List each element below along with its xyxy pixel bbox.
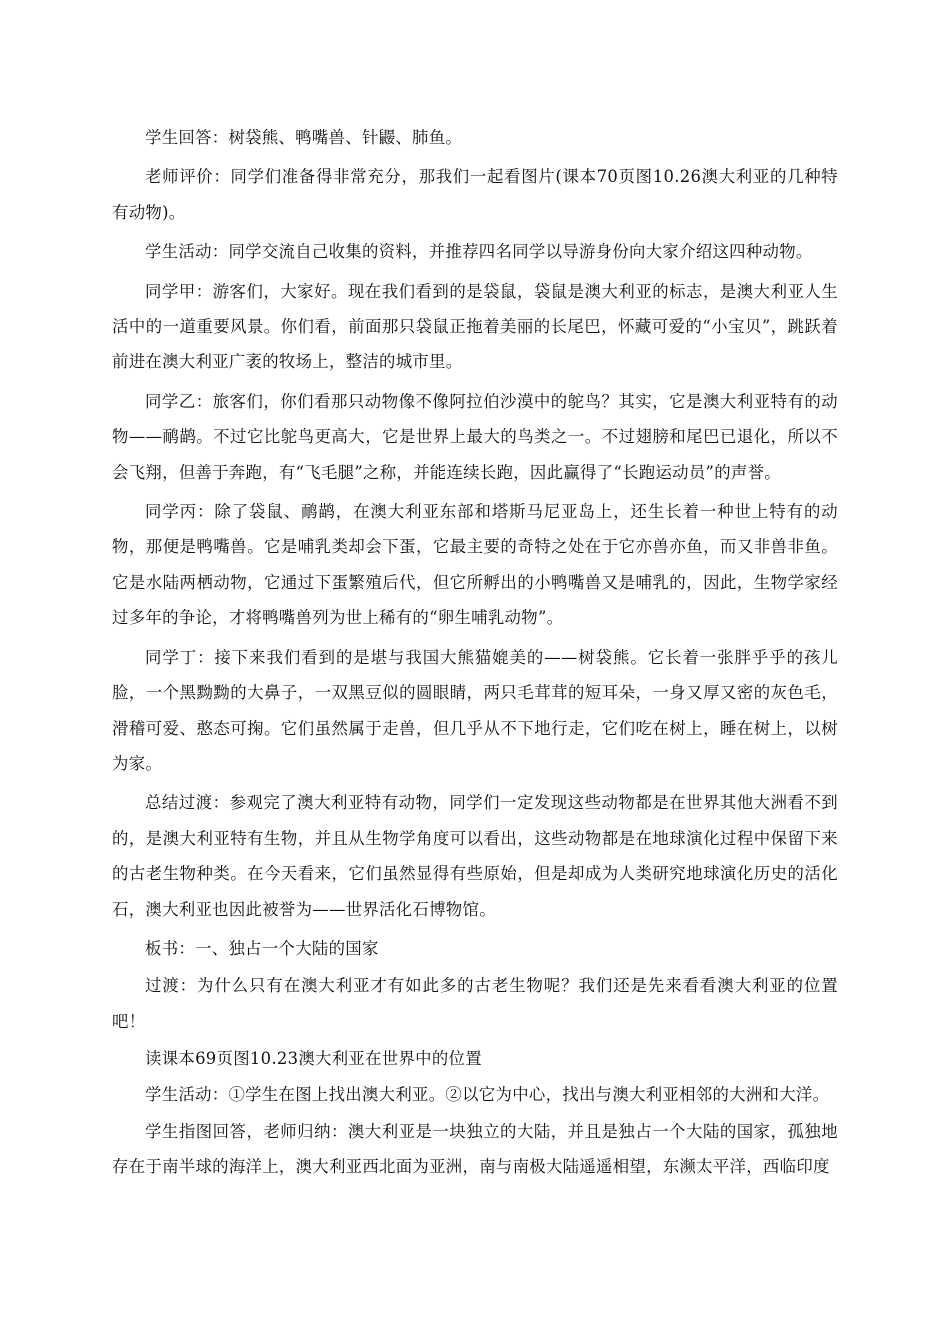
paragraph-summary-transition: 总结过渡：参观完了澳大利亚特有动物，同学们一定发现这些动物都是在世界其他大洲看不到的，是澳大利亚特有生物，并且从生物学角度可以看出，这些动物都是在地球演化过程中保留下来的古老生物种类。在今天看来，它们虽然显得有些原始，但是却成为人类研究地球演化历史的活化石，澳大利亚也因此被誉为——世界活化石博物馆。: [112, 793, 838, 919]
paragraph-student-c: 同学丙：除了袋鼠、鸸鹋，在澳大利亚东部和塔斯马尼亚岛上，还生长着一种世上特有的动物，那便是鸭嘴兽。它是哺乳类却会下蛋，它最主要的奇特之处在于它亦兽亦鱼，而又非兽非鱼。它是水陆两栖动物，它通过下蛋繁殖后代，但它所孵出的小鸭嘴兽又是哺乳的，因此，生物学家经过多年的争论，才将鸭嘴兽列为世上稀有的“卵生哺乳动物”。: [112, 502, 838, 628]
document-page: [112, 120, 838, 1189]
paragraph-student-activity: 学生活动：同学交流自己收集的资料，并推荐四名同学以导游身份向大家介绍这四种动物。: [145, 242, 813, 262]
paragraph-teacher-evaluation: 老师评价：同学们准备得非常充分，那我们一起看图片(课本70页图10.26澳大利亚的几种特有动物)。: [112, 167, 838, 222]
paragraph-student-answer: 学生回答：树袋熊、鸭嘴兽、针鼹、肺鱼。: [145, 128, 463, 147]
paragraph-student-b: 同学乙：旅客们，你们看那只动物像不像阿拉伯沙漠中的鸵鸟？其实，它是澳大利亚特有的动物——鸸鹋。不过它比鸵鸟更高大，它是世界上最大的鸟类之一。不过翅膀和尾巴已退化，所以不会飞翔，但善于奔跑，有“飞毛腿”之称，并能连续长跑，因此赢得了“长跑运动员”的声誉。: [112, 391, 838, 482]
paragraph-student-d: 同学丁：接下来我们看到的是堪与我国大熊猫媲美的——树袋熊。它长着一张胖乎乎的孩儿脸，一个黑黝黝的大鼻子，一双黑豆似的圆眼睛，两只毛茸茸的短耳朵，一身又厚又密的灰色毛，滑稽可爱、憨态可掬。它们虽然属于走兽，但几乎从不下地行走，它们吃在树上，睡在树上，以树为家。: [112, 647, 838, 773]
paragraph-student-activity-2: 学生活动：①学生在图上找出澳大利亚。②以它为中心，找出与澳大利亚相邻的大洲和大洋。: [145, 1084, 830, 1104]
paragraph-teacher-summary: 学生指图回答，老师归纳：澳大利亚是一块独立的大陆，并且是独占一个大陆的国家，孤独地存在于南半球的海洋上，澳大利亚西北面为亚洲，南与南极大陆遥遥相望，东濒太平洋，西临印度: [112, 1121, 838, 1177]
paragraph-read-textbook: 读课本69页图10.23澳大利亚在世界中的位置: [145, 1049, 482, 1069]
paragraph-student-a: 同学甲：游客们，大家好。现在我们看到的是袋鼠，袋鼠是澳大利亚的标志，是澳大利亚人生活中的一道重要风景。你们看，前面那只袋鼠正拖着美丽的长尾巴，怀藏可爱的“小宝贝”，跳跃着前进在澳大利亚广袤的牧场上，整洁的城市里。: [112, 281, 838, 372]
paragraph-transition: 过渡：为什么只有在澳大利亚才有如此多的古老生物呢？我们还是先来看看澳大利亚的位置吧！: [112, 976, 838, 1031]
paragraph-board-writing: 板书：一、独占一个大陆的国家: [145, 938, 379, 958]
